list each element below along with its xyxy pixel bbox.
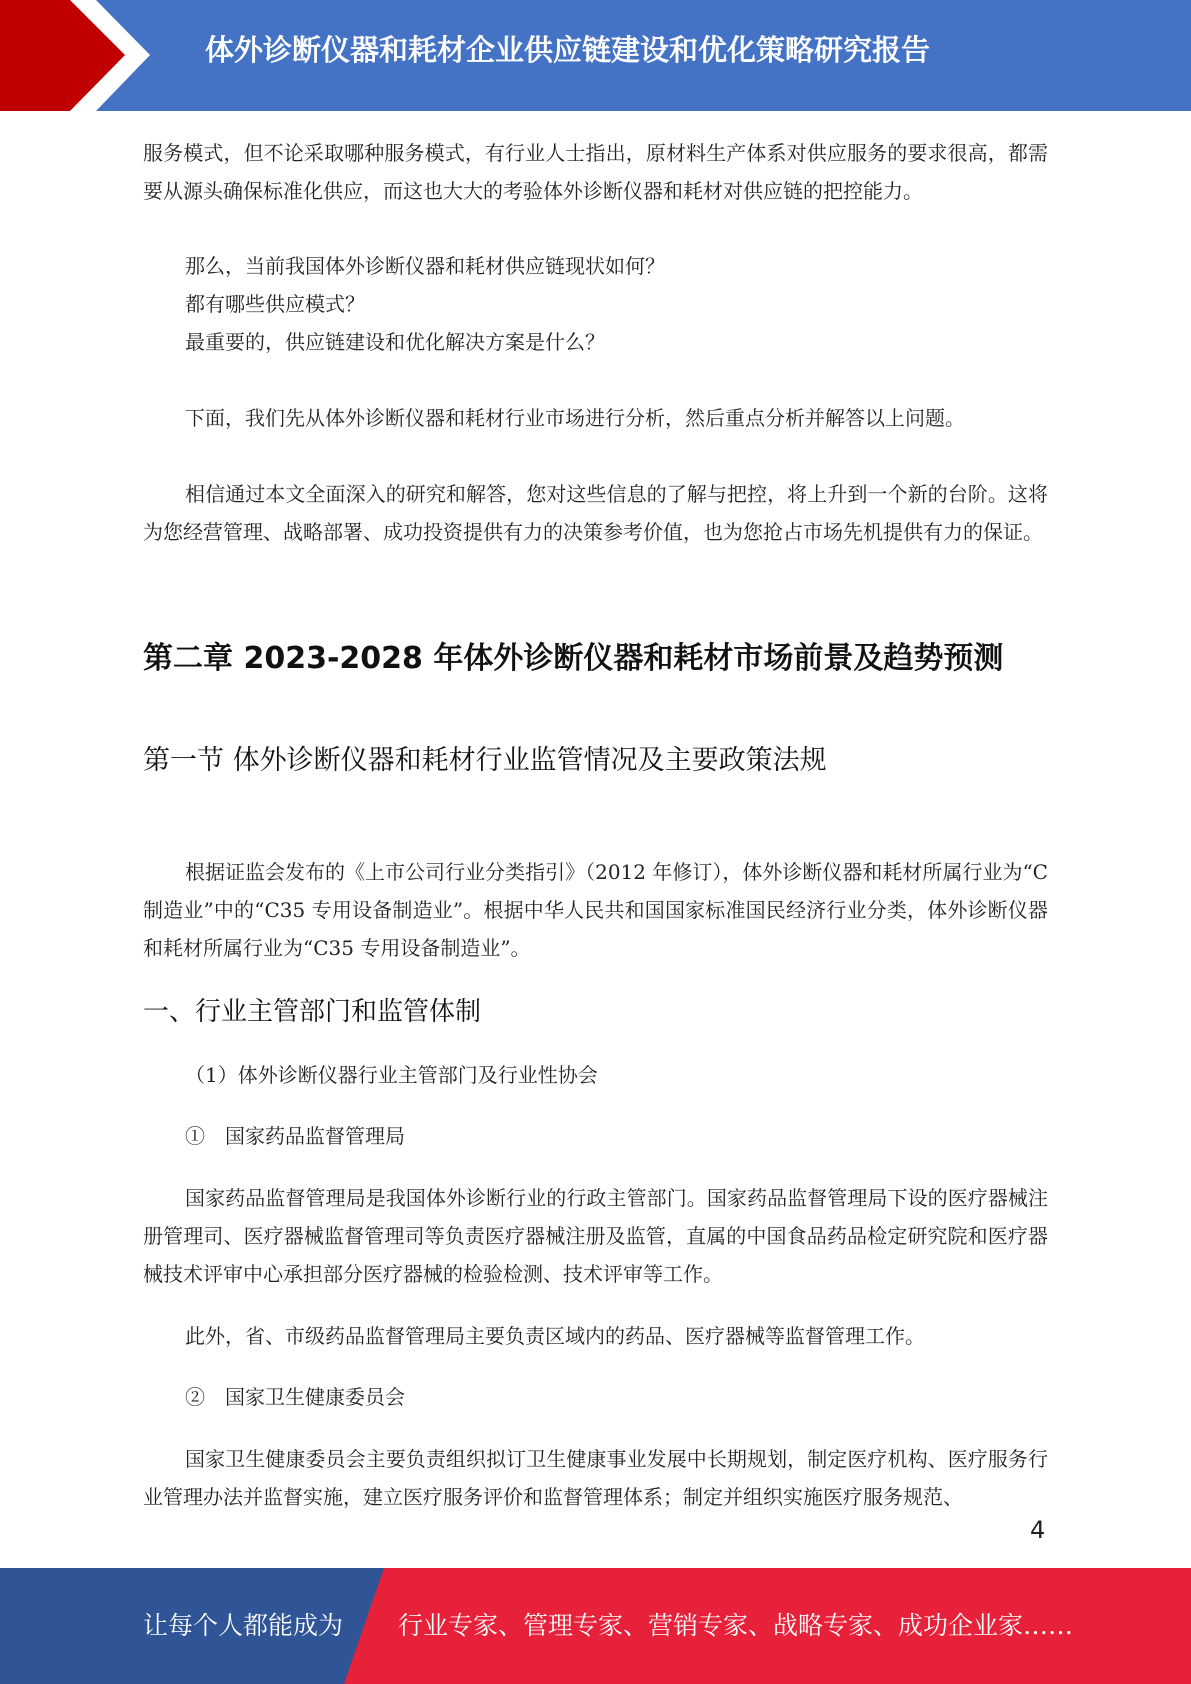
list-item-nhc: ② 国家卫生健康委员会 <box>185 1385 405 1409</box>
paragraph-supply-service: 服务模式，但不论采取哪种服务模式，有行业人士指出，原材料生产体系对供应服务的要求很高，都需要从源头确保标准化供应，而这也大大的考验体外诊断仪器和耗材对供应链的把控能力。 <box>143 141 1048 203</box>
question-modes: 都有哪些供应模式？ <box>185 292 365 316</box>
question-solution: 最重要的，供应链建设和优化解决方案是什么？ <box>185 330 605 354</box>
list-item-authorities: （1）体外诊断仪器行业主管部门及行业性协会 <box>185 1063 598 1087</box>
report-title: 体外诊断仪器和耗材企业供应链建设和优化策略研究报告 <box>205 33 931 67</box>
red-chevron-decoration <box>0 0 160 111</box>
header-banner <box>0 0 1191 111</box>
footer-banner <box>0 1568 1191 1684</box>
paragraph-nhc: 国家卫生健康委员会主要负责组织拟订卫生健康事业发展中长期规划，制定医疗机构、医疗服务行业管理办法并监督实施，建立医疗服务评价和监督管理体系；制定并组织实施医疗服务规范、 <box>143 1447 1048 1509</box>
footer-slogan-roles: 行业专家、管理专家、营销专家、战略专家、成功企业家…… <box>398 1611 1074 1640</box>
paragraph-analysis-intro: 下面，我们先从体外诊断仪器和耗材行业市场进行分析，然后重点分析并解答以上问题。 <box>185 406 965 430</box>
footer-slogan-lead: 让每个人都能成为 <box>143 1611 344 1640</box>
section-title: 第一节 体外诊断仪器和耗材行业监管情况及主要政策法规 <box>143 745 827 776</box>
question-status: 那么，当前我国体外诊断仪器和耗材供应链现状如何？ <box>185 254 665 278</box>
paragraph-nmpa: 国家药品监督管理局是我国体外诊断行业的行政主管部门。国家药品监督管理局下设的医疗器械注册管理司、医疗器械监督管理司等负责医疗器械注册及监管，直属的中国食品药品检定研究院和医疗器械技术评审中心承担部分医疗器械的检验检测、技术评审等工作。 <box>143 1186 1048 1286</box>
subsection-title: 一、行业主管部门和监管体制 <box>143 997 482 1027</box>
page-number: 4 <box>1030 1516 1046 1544</box>
paragraph-industry-classification: 根据证监会发布的《上市公司行业分类指引》（2012 年修订），体外诊断仪器和耗材所属行业为“C 制造业”中的“C35 专用设备制造业”。根据中华人民共和国国家标准国民经济行业分类，体外诊断仪器和耗材所属行业为“C35 专用设备制造业”。 <box>143 860 1048 960</box>
paragraph-provincial: 此外，省、市级药品监督管理局主要负责区域内的药品、医疗器械等监督管理工作。 <box>185 1324 925 1348</box>
list-item-nmpa: ① 国家药品监督管理局 <box>185 1124 405 1148</box>
chapter-title: 第二章 2023-2028 年体外诊断仪器和耗材市场前景及趋势预测 <box>143 641 1004 676</box>
paragraph-value: 相信通过本文全面深入的研究和解答，您对这些信息的了解与把控，将上升到一个新的台阶。这将为您经营管理、战略部署、成功投资提供有力的决策参考价值，也为您抢占市场先机提供有力的保证。 <box>143 482 1048 544</box>
